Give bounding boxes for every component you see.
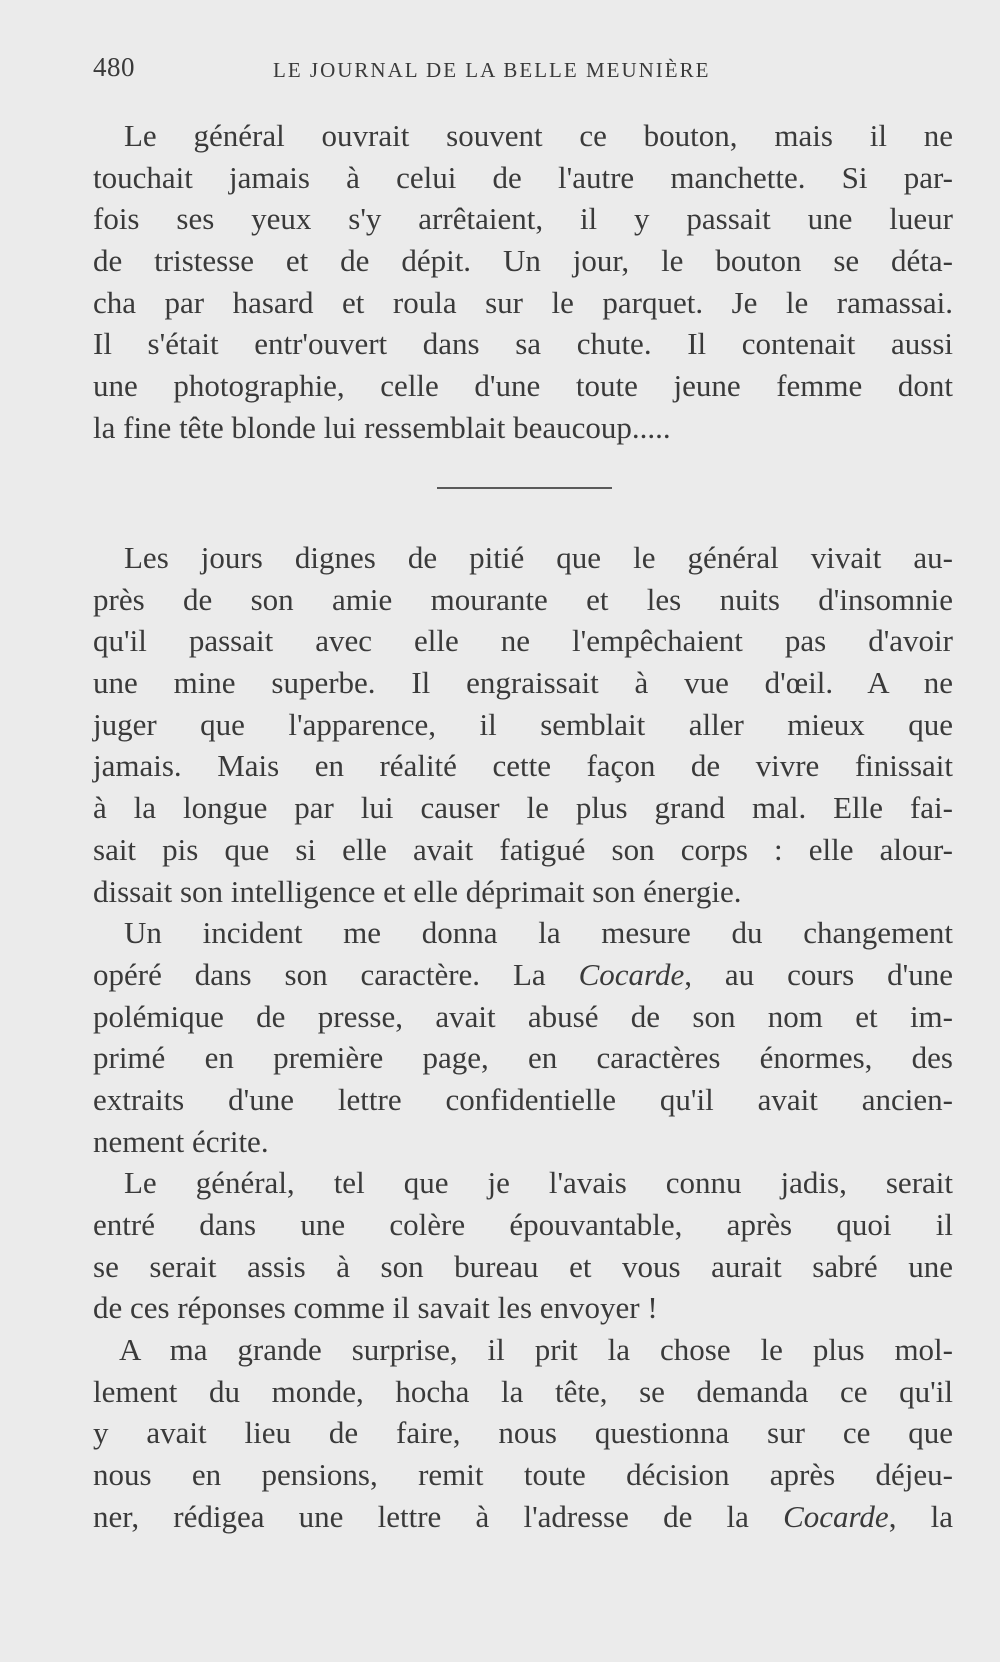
text-line: sait pis que si elle avait fatigué son corps : elle alour- (93, 831, 953, 867)
text-line: une photographie, celle d'une toute jeune femme dont (93, 368, 953, 404)
paragraph-incident (93, 912, 953, 1162)
text-line: de ces réponses comme il savait les envoyer ! (93, 1290, 658, 1326)
newspaper-title: Cocarde (578, 956, 685, 992)
page-number: 480 (93, 52, 135, 82)
text-line: extraits d'une lettre confidentielle qu'il avait ancien- (93, 1081, 953, 1117)
section-separator (437, 487, 612, 489)
text-line: cha par hasard et roula sur le parquet. Je le ramassai. (93, 284, 953, 320)
text-run: , au cours d'une (684, 956, 953, 992)
text-line: une mine superbe. Il engraissait à vue d'œil. A ne (93, 665, 953, 701)
text-line: Le général ouvrait souvent ce bouton, mais il ne (124, 118, 953, 153)
text-line: nement écrite. (93, 1123, 269, 1159)
paragraph-cufflink (93, 115, 953, 449)
running-title: LE JOURNAL DE LA BELLE MEUNIÈRE (273, 58, 711, 82)
paragraph-anger (93, 1162, 953, 1329)
section-two (93, 537, 953, 1538)
text-line: primé en première page, en caractères énormes, des (93, 1040, 953, 1076)
paragraph-surprise (93, 1329, 953, 1537)
text-line (93, 1496, 953, 1538)
text-line: de tristesse et de dépit. Un jour, le bouton se déta- (93, 243, 953, 279)
text-line: à la longue par lui causer le plus grand mal. Elle fai- (93, 790, 953, 826)
text-line: qu'il passait avec elle ne l'empêchaient pas d'avoir (93, 623, 953, 659)
text-line: touchait jamais à celui de l'autre manchette. Si par- (93, 159, 953, 195)
text-line: A ma grande surprise, il prit la chose le plus mol- (119, 1332, 953, 1368)
text-line: près de son amie mourante et les nuits d'insomnie (93, 581, 953, 617)
text-line: se serait assis à son bureau et vous aurait sabré une (93, 1248, 953, 1284)
text-run: ner, rédigea une lettre à l'adresse de la (93, 1498, 784, 1534)
text-line: entré dans une colère épouvantable, après quoi il (93, 1207, 953, 1242)
text-line: dissait son intelligence et elle déprimait son énergie. (93, 873, 742, 909)
text-line: fois ses yeux s'y arrêtaient, il y passait une lueur (93, 201, 953, 237)
running-head (93, 52, 953, 92)
text-line: polémique de presse, avait abusé de son nom et im- (93, 998, 953, 1034)
text-line (93, 954, 953, 996)
text-line: lement du monde, hocha la tête, se demanda ce qu'il (93, 1373, 953, 1409)
text-line: Il s'était entr'ouvert dans sa chute. Il contenait aussi (93, 326, 953, 362)
paragraph-general-health (93, 537, 953, 912)
text-line: jamais. Mais en réalité cette façon de vivre finissait (93, 748, 953, 784)
text-line: juger que l'apparence, il semblait aller mieux que (93, 706, 953, 742)
text-line: y avait lieu de faire, nous questionna sur ce que (93, 1415, 953, 1451)
newspaper-title: Cocarde (783, 1498, 889, 1534)
text-line: nous en pensions, remit toute décision après déjeu- (93, 1457, 953, 1493)
text-line: la fine tête blonde lui ressemblait beaucoup..... (93, 409, 671, 445)
text-run: opéré dans son caractère. La (93, 956, 579, 992)
text-line: Un incident me donna la mesure du changement (124, 915, 953, 951)
text-line: Le général, tel que je l'avais connu jadis, serait (124, 1165, 953, 1201)
text-line: Les jours dignes de pitié que le général vivait au- (124, 540, 953, 575)
text-run: , la (888, 1498, 953, 1534)
